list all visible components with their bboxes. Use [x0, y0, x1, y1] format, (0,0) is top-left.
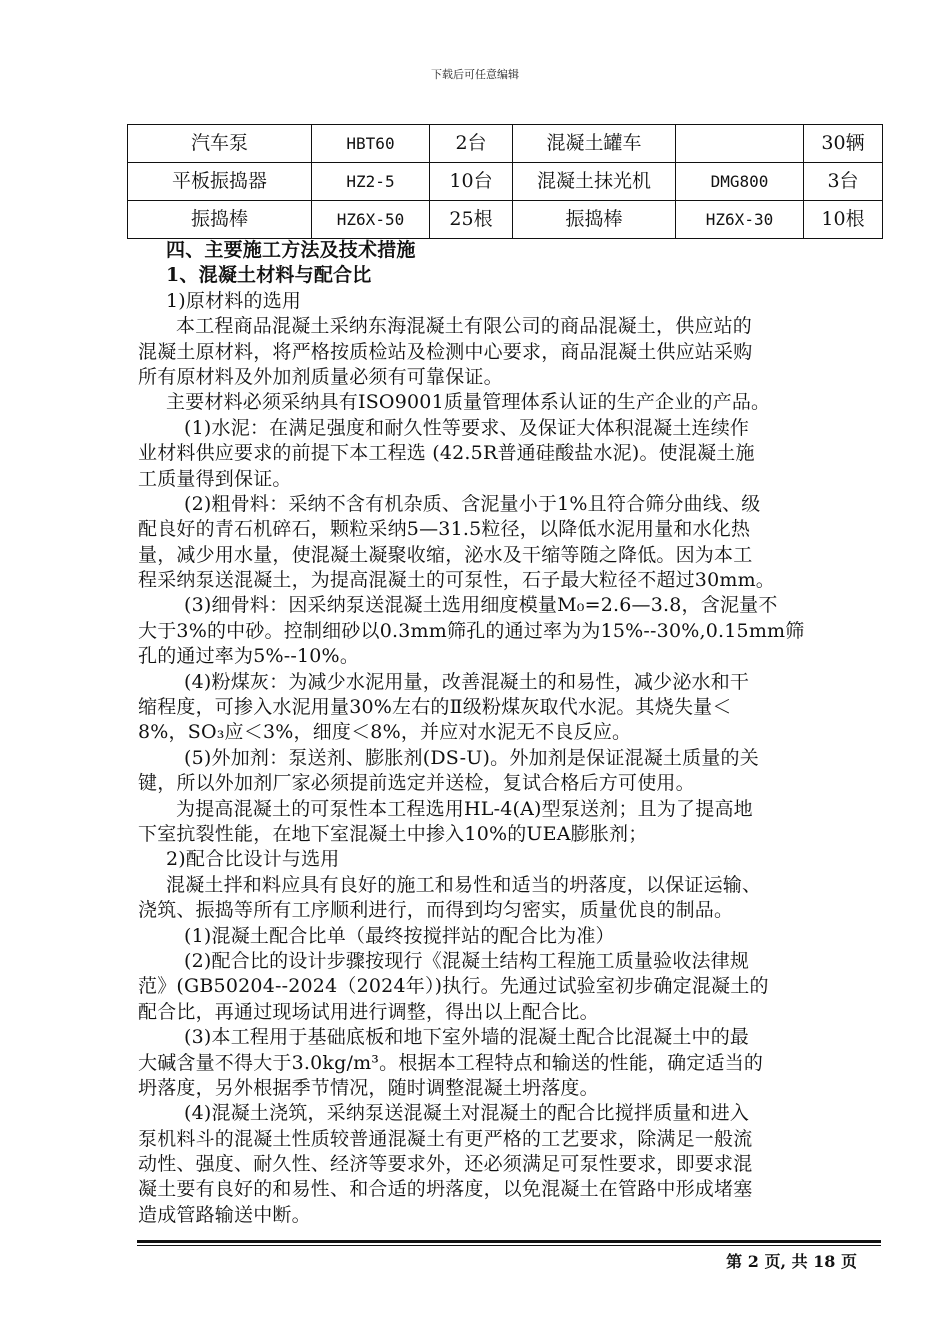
table-row: [128, 201, 883, 239]
table-cell: DMG800: [676, 163, 804, 201]
table-cell: 2台: [430, 125, 513, 163]
paragraph-line: 工质量得到保证。: [138, 467, 292, 490]
paragraph-line: 下室抗裂性能，在地下室混凝土中掺入10%的UEA膨胀剂；: [138, 822, 648, 845]
paragraph-line: 键，所以外加剂厂家必须提前选定并送检，复试合格后方可使用。: [138, 772, 695, 795]
paragraph-line: 本工程商品混凝土采纳东海混凝土有限公司的商品混凝土，供应站的: [176, 315, 753, 338]
table-cell: HZ2-5: [312, 163, 430, 201]
section-heading: 四、主要施工方法及技术措施: [166, 239, 416, 261]
paragraph-line: 主要材料必须采纳具有ISO9001质量管理体系认证的生产企业的产品。: [166, 391, 771, 414]
paragraph-line: 坍落度，另外根据季节情况，随时调整混凝土坍落度。: [138, 1076, 599, 1099]
paragraph-line: 配合比，再通过现场试用进行调整，得出以上配合比。: [138, 1000, 599, 1023]
table-cell: 混凝土罐车: [513, 125, 676, 163]
paragraph-line: 范》(GB50204--2024（2024年）)执行。先通过试验室初步确定混凝土的: [138, 975, 769, 998]
table-cell: 振捣棒: [513, 201, 676, 239]
watermark-text: 下载后可任意编辑: [431, 68, 519, 81]
table-cell: 10根: [804, 201, 883, 239]
table-cell: 30辆: [804, 125, 883, 163]
paragraph-line: (1)混凝土配合比单（最终按搅拌站的配合比为准）: [184, 924, 615, 947]
table-cell: 汽车泵: [128, 125, 312, 163]
table-cell: 10台: [430, 163, 513, 201]
paragraph-line: 孔的通过率为5%--10%。: [138, 645, 360, 668]
page-number: 第 2 页, 共 18 页: [726, 1252, 857, 1271]
paragraph-line: 大于3%的中砂。控制细砂以0.3mm筛孔的通过率为为15%--30%,0.15mm筛: [138, 619, 805, 642]
paragraph-line: (2)配合比的设计步骤按现行《混凝土结构工程施工质量验收法律规: [184, 949, 750, 972]
footer-rule: [137, 1240, 881, 1243]
paragraph-line: (4)混凝土浇筑，采纳泵送混凝土对混凝土的配合比搅拌质量和进入: [184, 1102, 750, 1125]
footer-rule-thin: [137, 1245, 881, 1246]
section-heading: 1、混凝土材料与配合比: [166, 264, 372, 287]
table-cell: HZ6X-50: [312, 201, 430, 239]
paragraph-line: 业材料供应要求的前提下本工程选 (42.5R普通硅酸盐水泥)。使混凝土施: [138, 442, 755, 465]
document-body: [138, 238, 868, 1228]
paragraph-line: 混凝土拌和料应具有良好的施工和易性和适当的坍落度，以保证运输、: [166, 873, 762, 896]
paragraph-line: (5)外加剂：泵送剂、膨胀剂(DS-U)。外加剂是保证混凝土质量的关: [184, 746, 759, 769]
paragraph-line: 缩程度，可掺入水泥用量30%左右的Ⅱ级粉煤灰取代水泥。其烧失量＜: [138, 696, 732, 719]
paragraph-line: 量，减少用水量，使混凝土凝聚收缩，泌水及干缩等随之降低。因为本工: [138, 543, 753, 566]
paragraph-line: 造成管路输送中断。: [138, 1203, 311, 1226]
paragraph-line: 动性、强度、耐久性、经济等要求外，还必须满足可泵性要求，即要求混: [138, 1153, 753, 1176]
table-cell: HZ6X-30: [676, 201, 804, 239]
table-row: [128, 125, 883, 163]
table-cell: 25根: [430, 201, 513, 239]
table-cell: HBT60: [312, 125, 430, 163]
paragraph-line: (2)粗骨料：采纳不含有机杂质、含泥量小于1%且符合筛分曲线、级: [184, 492, 761, 515]
paragraph-line: (3)细骨料：因采纳泵送混凝土选用细度模量M₀=2.6—3.8，含泥量不: [184, 594, 778, 617]
paragraph-line: 为提高混凝土的可泵性本工程选用HL-4(A)型泵送剂；且为了提高地: [176, 797, 753, 820]
equipment-table: [127, 124, 883, 239]
table-cell: [676, 125, 804, 163]
paragraph-line: 混凝土原材料，将严格按质检站及检测中心要求，商品混凝土供应站采购: [138, 340, 753, 363]
table-cell: 混凝土抹光机: [513, 163, 676, 201]
paragraph-line: 所有原材料及外加剂质量必须有可靠保证。: [138, 365, 503, 388]
table-cell: 平板振捣器: [128, 163, 312, 201]
table-cell: 振捣棒: [128, 201, 312, 239]
table-row: [128, 163, 883, 201]
paragraph-line: 大碱含量不得大于3.0kg/m³。根据本工程特点和输送的性能，确定适当的: [138, 1051, 764, 1074]
paragraph-line: (1)水泥：在满足强度和耐久性等要求、及保证大体积混凝土连续作: [184, 416, 750, 439]
paragraph-line: 浇筑、振捣等所有工序顺利进行，而得到均匀密实，质量优良的制品。: [138, 899, 734, 922]
paragraph-line: 凝土要有良好的和易性、和合适的坍落度，以免混凝土在管路中形成堵塞: [138, 1178, 753, 1201]
paragraph-line: 泵机料斗的混凝土性质较普通混凝土有更严格的工艺要求，除满足一般流: [138, 1127, 753, 1150]
table-cell: 3台: [804, 163, 883, 201]
paragraph-line: (4)粉煤灰：为减少水泥用量，改善混凝土的和易性，减少泌水和干: [184, 670, 750, 693]
paragraph-line: 程采纳泵送混凝土，为提高混凝土的可泵性，石子最大粒径不超过30mm。: [138, 569, 776, 592]
paragraph-line: (3)本工程用于基础底板和地下室外墙的混凝土配合比混凝土中的最: [184, 1026, 750, 1049]
paragraph-line: 8%，SO₃应＜3%，细度＜8%，并应对水泥无不良反应。: [138, 721, 632, 744]
paragraph-line: 配良好的青石机碎石，颗粒采纳5—31.5粒径，以降低水泥用量和水化热: [138, 518, 751, 541]
paragraph-line: 1)原材料的选用: [166, 289, 302, 312]
paragraph-line: 2)配合比设计与选用: [166, 848, 340, 871]
